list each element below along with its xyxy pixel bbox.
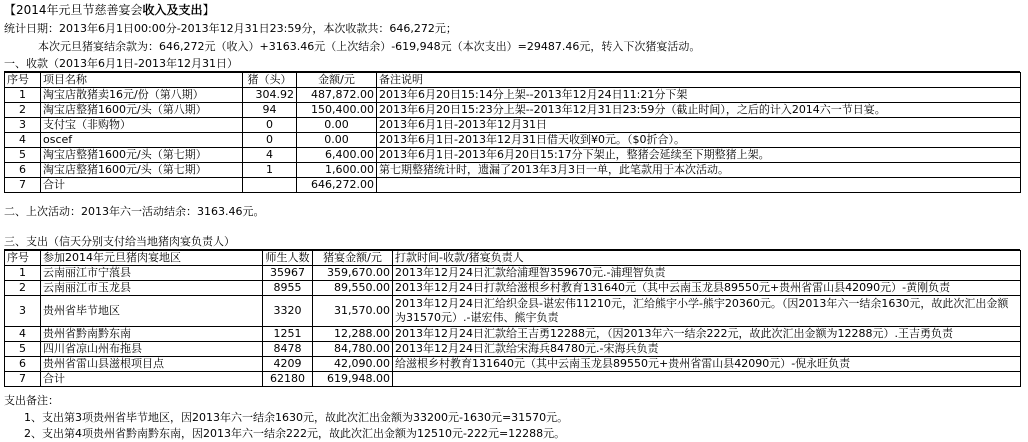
cell-item: 淘宝店整猪1600元/头（第七期） [41, 163, 243, 178]
table-row [5, 88, 1021, 103]
cell-note: 2013年6月1日-2013年12月31日 [377, 118, 1021, 133]
col-header: 备注说明 [377, 73, 1021, 88]
cell-note: 给滋根乡村教育131640元（其中云南玉龙县89550元+贵州省雷山县42090元）-倪永旺负责 [393, 357, 1021, 372]
cell-amount: 487,872.00 [297, 88, 377, 103]
cell-region: 贵州省雷山县滋根项目点 [41, 357, 263, 372]
cell-item: 支付宝（非购物） [41, 118, 243, 133]
table-row [5, 148, 1021, 163]
cell-amount: 84,780.00 [313, 342, 393, 357]
notes-title: 支出备注： [4, 394, 59, 407]
cell-item: 淘宝店整猪1600元/头（第七期） [41, 148, 243, 163]
cell-item: 淘宝店散猪卖16元/份（第八期） [41, 88, 243, 103]
col-header: 猪宴金额/元 [313, 251, 393, 266]
title-prefix: 【2014年元旦节慈善宴会 [4, 3, 143, 17]
cell-people: 3320 [263, 296, 313, 327]
income-header-row [5, 73, 1021, 88]
col-header: 序号 [5, 73, 41, 88]
cell-region: 四川省凉山州布拖县 [41, 342, 263, 357]
cell-index: 3 [5, 296, 41, 327]
cell-amount: 31,570.00 [313, 296, 393, 327]
col-header: 打款时间-收款/猪宴负责人 [393, 251, 1021, 266]
table-row [5, 133, 1021, 148]
income-section-title: 一、收款（2013年6月1日-2013年12月31日） [4, 56, 1020, 72]
cell-region: 云南丽江市玉龙县 [41, 281, 263, 296]
previous-balance-line: 二、上次活动：2013年六一活动结余：3163.46元。 [4, 205, 265, 218]
table-row-total [5, 178, 1021, 193]
col-header: 金额/元 [297, 73, 377, 88]
cell-note [393, 372, 1021, 387]
table-row [5, 163, 1021, 178]
cell-amount: 359,670.00 [313, 266, 393, 281]
title-suffix: 】 [202, 3, 215, 17]
title-bold: 收入及支出 [142, 3, 203, 17]
stat-line: 统计日期：2013年6月1日00:00分-2013年12月31日23:59分，本次收款共：646,272元； [4, 22, 457, 35]
cell-index: 3 [5, 118, 41, 133]
col-header: 师生人数 [263, 251, 313, 266]
col-header: 项目名称 [41, 73, 243, 88]
cell-amount: 646,272.00 [297, 178, 377, 193]
cell-pigs: 0 [243, 118, 297, 133]
cell-amount: 619,948.00 [313, 372, 393, 387]
expense-header-row [5, 251, 1021, 266]
cell-people: 4209 [263, 357, 313, 372]
table-row [5, 327, 1021, 342]
cell-amount: 6,400.00 [297, 148, 377, 163]
cell-note [377, 178, 1021, 193]
cell-note: 第七期整猪统计时，遗漏了2013年3月3日一单，此笔款用于本次活动。 [377, 163, 1021, 178]
cell-pigs: 1 [243, 163, 297, 178]
cell-people: 8955 [263, 281, 313, 296]
report-title [4, 2, 215, 19]
note-item: 1、支出第3项贵州省毕节地区，因2013年六一结余1630元，故此次汇出金额为33200元-1630元=31570元。 [24, 411, 569, 424]
table-row [5, 266, 1021, 281]
cell-note: 2013年6月20日15:14分上架--2013年12月24日11:21分下架 [377, 88, 1021, 103]
cell-index: 6 [5, 357, 41, 372]
cell-index: 2 [5, 103, 41, 118]
cell-amount: 150,400.00 [297, 103, 377, 118]
note-item: 2、支出第4项贵州省黔南黔东南，因2013年六一结余222元，故此次汇出金额为12510元-222元=12288元。 [24, 427, 566, 440]
cell-note: 2013年6月1日-2013年12月31日借天收到¥0元。（$0折合）。 [377, 133, 1021, 148]
cell-amount: 89,550.00 [313, 281, 393, 296]
cell-region: 贵州省毕节地区 [41, 296, 263, 327]
cell-index: 6 [5, 163, 41, 178]
cell-amount: 0.00 [297, 133, 377, 148]
cell-note: 2013年6月20日15:23分上架--2013年12月31日23:59分（截止时间），之后的计入2014六一节日宴。 [377, 103, 1021, 118]
cell-region: 合计 [41, 372, 263, 387]
col-header: 参加2014年元旦猪肉宴地区 [41, 251, 263, 266]
cell-index: 4 [5, 327, 41, 342]
col-header: 猪（头） [243, 73, 297, 88]
table-row [5, 342, 1021, 357]
cell-index: 5 [5, 342, 41, 357]
cell-pigs: 4 [243, 148, 297, 163]
balance-line: 本次元旦猪宴结余款为：646,272元（收入）+3163.46元（上次结余）-619,948元（本次支出）=29487.46元，转入下次猪宴活动。 [38, 40, 701, 53]
cell-index: 7 [5, 178, 41, 193]
cell-note: 2013年12月24日打款给滋根乡村教育131640元（其中云南玉龙县89550元+贵州省雷山县42090元）-黄刚负责 [393, 281, 1021, 296]
table-row [5, 357, 1021, 372]
cell-pigs: 304.92 [243, 88, 297, 103]
table-row [5, 296, 1021, 327]
cell-item: 淘宝店整猪1600元/头（第八期） [41, 103, 243, 118]
expense-table [4, 250, 1021, 387]
cell-note: 2013年6月1日-2013年6月20日15:17分下架止，整猪会延续至下期整猪上架。 [377, 148, 1021, 163]
cell-index: 5 [5, 148, 41, 163]
table-row [5, 281, 1021, 296]
cell-amount: 12,288.00 [313, 327, 393, 342]
table-row-total [5, 372, 1021, 387]
cell-amount: 42,090.00 [313, 357, 393, 372]
cell-pigs [243, 178, 297, 193]
cell-note: 2013年12月24日汇款给浦理智359670元.-浦理智负责 [393, 266, 1021, 281]
cell-amount: 0.00 [297, 118, 377, 133]
cell-index: 2 [5, 281, 41, 296]
cell-pigs: 94 [243, 103, 297, 118]
cell-item: 合计 [41, 178, 243, 193]
cell-index: 1 [5, 266, 41, 281]
table-row [5, 118, 1021, 133]
income-table [4, 72, 1021, 193]
cell-note: 2013年12月24日汇给织金县-谌宏伟11210元，汇给熊宇小学-熊宇20360元。（因2013年六一结余1630元，故此次汇出金额为31570元）.-谌宏伟、熊宇负责 [393, 296, 1021, 327]
cell-index: 1 [5, 88, 41, 103]
cell-people: 62180 [263, 372, 313, 387]
cell-amount: 1,600.00 [297, 163, 377, 178]
cell-item: oscef [41, 133, 243, 148]
cell-people: 8478 [263, 342, 313, 357]
cell-index: 7 [5, 372, 41, 387]
cell-people: 1251 [263, 327, 313, 342]
cell-people: 35967 [263, 266, 313, 281]
cell-region: 云南丽江市宁蒗县 [41, 266, 263, 281]
cell-region: 贵州省黔南黔东南 [41, 327, 263, 342]
cell-index: 4 [5, 133, 41, 148]
col-header: 序号 [5, 251, 41, 266]
table-row [5, 103, 1021, 118]
cell-note: 2013年12月24日汇款给宋海兵84780元.-宋海兵负责 [393, 342, 1021, 357]
cell-pigs: 0 [243, 133, 297, 148]
cell-note: 2013年12月24日汇款给王吉勇12288元，（因2013年六一结余222元，故此次汇出金额为12288元）.王吉勇负责 [393, 327, 1021, 342]
expense-section-title: 三、支出（信天分别支付给当地猪肉宴负责人） [4, 234, 1020, 250]
